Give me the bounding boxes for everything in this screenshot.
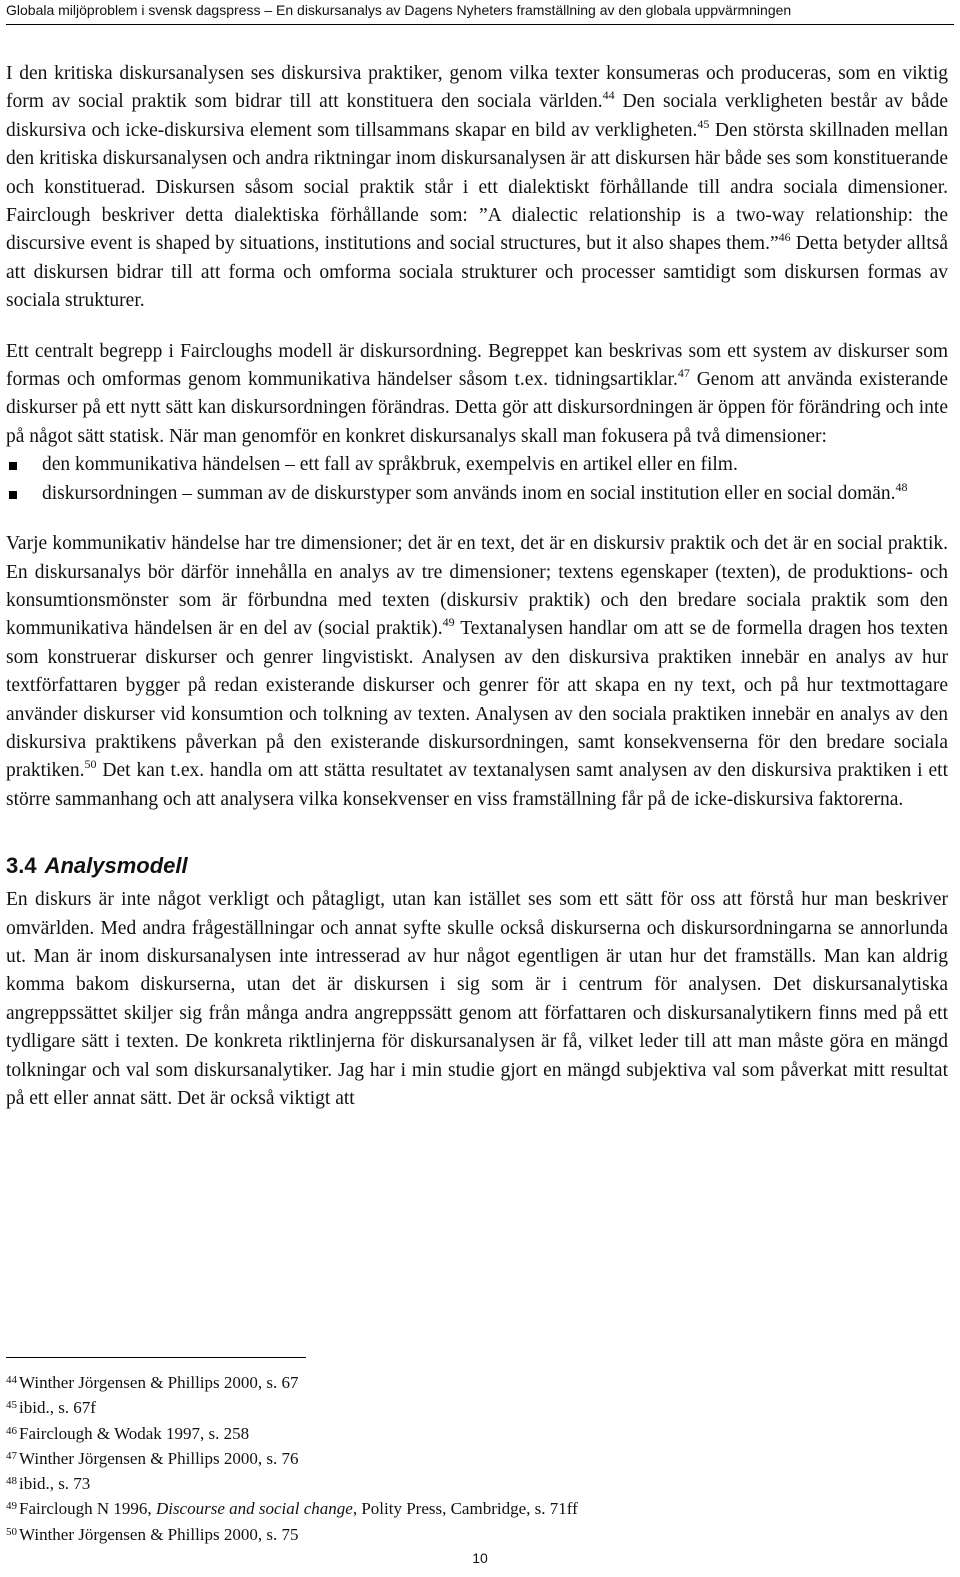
footnote-ref-47[interactable]: 47: [677, 366, 690, 381]
footnote-item: [6, 1495, 578, 1520]
text-segment: Ett centralt begrepp i Faircloughs modell är diskursordning. Begreppet kan beskrivas som ett system av diskurser som formas och omformas genom kommunikativa händelser såsom t.ex. tidningsartiklar.: [6, 340, 948, 391]
footnote-text: Fairclough & Wodak 1997, s. 258: [19, 1423, 250, 1443]
footnote-ref-44[interactable]: 44: [602, 88, 615, 103]
text-segment: Den största skillnaden mellan den kritiska diskursanalysen och andra riktningar inom diskursanalysen är att diskursen här både ses som konstituerande och konstituerad. Diskursen såsom social praktik står i ett dialektiskt förhållande till andra sociala dimensioner. Fairclough beskriver detta dialektiska förhållande som: ”A dialectic relationship is a two-way relationship: the discursive event is shaped by situations, institutions and social structures, but it also shapes them.”: [6, 119, 948, 255]
list-item-text: diskursordningen – summan av de diskurstyper som används inom en social institution eller en social domän.: [42, 482, 896, 504]
square-bullet-icon: [9, 491, 17, 499]
footnote-ref-46[interactable]: 46: [778, 230, 791, 245]
footnote-number: 47: [6, 1449, 17, 1462]
book-title: Discourse and social change: [155, 1499, 353, 1519]
text-segment: Textanalysen handlar om att se de formella dragen hos texten som konstruerar diskurser och genrer lingvistiskt. Analysen av den diskursiva praktiken innebär en analys av hur textförfattaren bygger på redan existerande diskurser och genrer för att skapa en ny text, och på hur textmottagare använder diskurser vid konsumtion och tolkning av texten. Analysen av den sociala praktiken innebär en analys av den diskursiva praktikens påverkan på den existerande diskursordningen, samt konsekvenserna för den bredare sociala praktiken.: [6, 618, 949, 782]
footnote-ref-48[interactable]: 48: [895, 479, 908, 494]
footnote-text: Winther Jörgensen & Phillips 2000, s. 76: [19, 1448, 299, 1468]
list-item: [6, 480, 948, 508]
footnote-ref-45[interactable]: 45: [697, 116, 710, 131]
list-item-text: den kommunikativa händelsen – ett fall av språkbruk, exempelvis en artikel eller en film.: [42, 454, 738, 476]
footnote-text: ibid., s. 67f: [19, 1398, 96, 1418]
list-item: [6, 451, 948, 479]
footnote-item: [6, 1445, 578, 1470]
dimensions-list: [6, 451, 948, 508]
footnote-ref-50[interactable]: 50: [84, 757, 97, 772]
footnote-text: Winther Jörgensen & Phillips 2000, s. 67: [19, 1373, 299, 1392]
paragraph-critical-discourse: [6, 60, 948, 316]
page-body: [6, 60, 948, 1113]
header-divider: [6, 24, 954, 25]
paragraph-three-dimensions: [6, 530, 948, 814]
running-header: Globala miljöproblem i svensk dagspress – En diskursanalys av Dagens Nyheters framställning av den globala uppvärmningen: [6, 2, 792, 18]
footnote-divider: [6, 1357, 306, 1358]
footnote-item: [6, 1521, 578, 1546]
square-bullet-icon: [9, 462, 17, 470]
footnote-number: 46: [6, 1424, 17, 1437]
section-title: Analysmodell: [44, 853, 188, 879]
text-segment: Den sociala verkligheten består av både diskursiva och icke-diskursiva element som tillsammans skapar en bild av verkligheten.: [6, 91, 948, 141]
text-segment: I den kritiska diskursanalysen ses diskursiva praktiker, genom vilka texter konsumeras och produceras, som en viktig form av social praktik som bidrar till att konstituera den sociala världen.: [6, 63, 948, 113]
footnote-number: 44: [6, 1374, 17, 1386]
footnote-text: Winther Jörgensen & Phillips 2000, s. 75: [19, 1524, 299, 1544]
footnotes: [6, 1369, 578, 1546]
section-number: 3.4: [6, 853, 37, 879]
footnote-ref-49[interactable]: 49: [442, 615, 455, 630]
footnote-number: 48: [6, 1475, 17, 1488]
footnote-number: 45: [6, 1399, 17, 1412]
footnote-text: , Polity Press, Cambridge, s. 71ff: [352, 1499, 578, 1519]
footnote-text: ibid., s. 73: [19, 1474, 91, 1494]
footnote-item: [6, 1470, 578, 1495]
section-heading: [6, 852, 948, 880]
text-segment: Detta betyder alltså att diskursen bidrar till att forma och omforma sociala strukturer och processer samtidigt som diskursen formas av sociala strukturer.: [6, 233, 948, 312]
paragraph-discourse-order: [6, 338, 948, 452]
footnote-item: [6, 1369, 578, 1394]
footnote-number: 49: [6, 1500, 17, 1513]
footnote-item: [6, 1420, 578, 1445]
paragraph-analysis-model: En diskurs är inte något verkligt och påtagligt, utan kan istället ses som ett sätt för oss att förstå hur man beskriver omvärlden. Med andra frågeställningar och annat syfte skulle också diskurserna och diskursordningarna se annorlunda ut. Man är inom diskursanalysen inte intresserad av hur något egentligen är utan hur det framställs. Man kan aldrig komma bakom diskurserna, utan det är diskursen i sig som är i centrum för analysen. Det diskursanalytiska angreppssättet skiljer sig från många andra angreppssätt genom att författaren och diskursanalytikern finns med på ett tydligare sätt i texten. De konkreta riktlinjerna för diskursanalysen är få, vilket leder till att man måste göra en mängd tolkningar och val som diskursanalytiker. Jag har i min studie gjort en mängd subjektiva val som påverkat mitt resultat på ett eller annat sätt. Det är också viktigt att: [6, 889, 948, 1109]
footnote-text: Fairclough N 1996,: [19, 1499, 156, 1519]
footnote-item: [6, 1394, 578, 1419]
text-segment: Det kan t.ex. handla om att stätta resultatet av textanalysen samt analysen av den diskursiva praktiken i ett större sammanhang och att analysera vilka konsekvenser en viss framställning får på de icke-diskursiva faktorerna.: [6, 760, 948, 810]
text-segment: Varje kommunikativ händelse har tre dimensioner; det är en text, det är en diskursiv praktik och det är en social praktik. En diskursanalys bör därför innehålla en analys av tre dimensioner; textens egenskaper (texten), de produktions- och konsumtionsmönster som är förbundna med texten (diskursiv praktik) och den bredare sociala praktik som den kommunikativa händelsen är en del av (social praktik).: [6, 533, 948, 640]
footnote-number: 50: [6, 1525, 17, 1538]
page-number: 10: [472, 1550, 488, 1566]
text-segment: Genom att använda existerande diskurser på ett nytt sätt kan diskursordningen förändras. Detta gör att diskursordningen är öppen för förändring och inte på något sätt statisk. När man genomför en konkret diskursanalys skall man fokusera på två dimensioner:: [6, 369, 948, 447]
